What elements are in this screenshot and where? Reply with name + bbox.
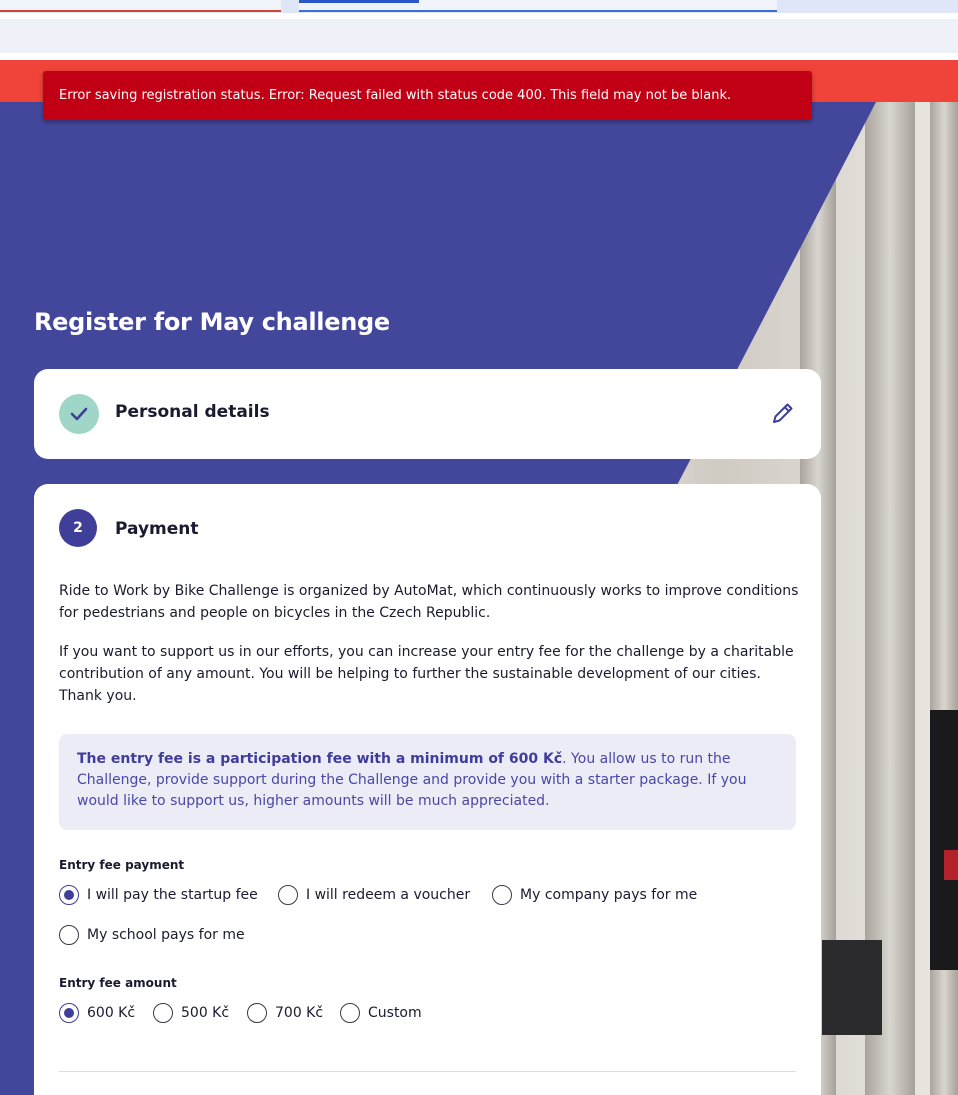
radio-indicator[interactable] [59, 925, 79, 945]
radio-label: I will pay the startup fee [87, 887, 258, 903]
radio-indicator[interactable] [59, 885, 79, 905]
radio-indicator[interactable] [59, 1003, 79, 1023]
radio-label: My company pays for me [520, 887, 698, 903]
entry-fee-info-box [59, 734, 796, 830]
radio-amount-500[interactable] [153, 1003, 229, 1023]
radio-amount-600[interactable] [59, 1003, 135, 1023]
radio-indicator[interactable] [340, 1003, 360, 1023]
radio-indicator[interactable] [247, 1003, 267, 1023]
payment-intro-paragraph: Ride to Work by Bike Challenge is organized by AutoMat, which continuously works to improve conditions for pedestrians and people on bicycles in the Czech Republic. [59, 583, 799, 621]
radio-pay-startup-fee[interactable] [59, 885, 258, 905]
error-message: Error saving registration status. Error: Request failed with status code 400. This field may not be blank. [59, 88, 732, 103]
step-number-badge: 2 [59, 509, 97, 547]
step-payment [34, 484, 821, 1095]
radio-label: I will redeem a voucher [306, 887, 471, 903]
radio-indicator[interactable] [492, 885, 512, 905]
section-divider [59, 1071, 796, 1072]
entry-fee-amount-label: Entry fee amount [59, 976, 177, 990]
info-text: . You allow us to run the Challenge, provide support during the Challenge and provide you with a starter package. If you would like to support us, higher amounts will be much appreciated. [77, 751, 747, 809]
step-complete-badge [59, 394, 99, 434]
radio-label: Custom [368, 1005, 422, 1021]
tab-indicator [299, 0, 419, 3]
radio-label: My school pays for me [87, 927, 245, 943]
radio-school-pays[interactable] [59, 925, 245, 945]
check-icon [70, 406, 88, 422]
edit-pencil-icon[interactable] [769, 399, 797, 427]
top-tab-active[interactable] [299, 0, 777, 12]
radio-label: 500 Kč [181, 1005, 230, 1021]
payment-support-paragraph: If you want to support us in our efforts, you can increase your entry fee for the challenge by a charitable contribution of any amount. You will be helping to further the sustainable development of our cities. Thank you. [59, 644, 794, 704]
info-bold-text: The entry fee is a participation fee with a minimum of 600 Kč [77, 751, 563, 767]
page-title: Register for May challenge [34, 308, 390, 336]
radio-label: 700 Kč [275, 1005, 324, 1021]
sub-toolbar [0, 19, 958, 53]
entry-fee-payment-label: Entry fee payment [59, 858, 185, 872]
top-tab-bar [0, 0, 958, 13]
radio-indicator[interactable] [278, 885, 298, 905]
radio-company-pays[interactable] [492, 885, 697, 905]
error-notification [43, 71, 812, 120]
radio-redeem-voucher[interactable] [278, 885, 470, 905]
radio-indicator[interactable] [153, 1003, 173, 1023]
top-tab-left[interactable] [0, 0, 281, 12]
step-title: Payment [115, 519, 199, 539]
radio-label: 600 Kč [87, 1005, 136, 1021]
step-personal-details [34, 369, 821, 459]
radio-amount-700[interactable] [247, 1003, 323, 1023]
radio-amount-custom[interactable] [340, 1003, 422, 1023]
step-title: Personal details [115, 402, 270, 422]
